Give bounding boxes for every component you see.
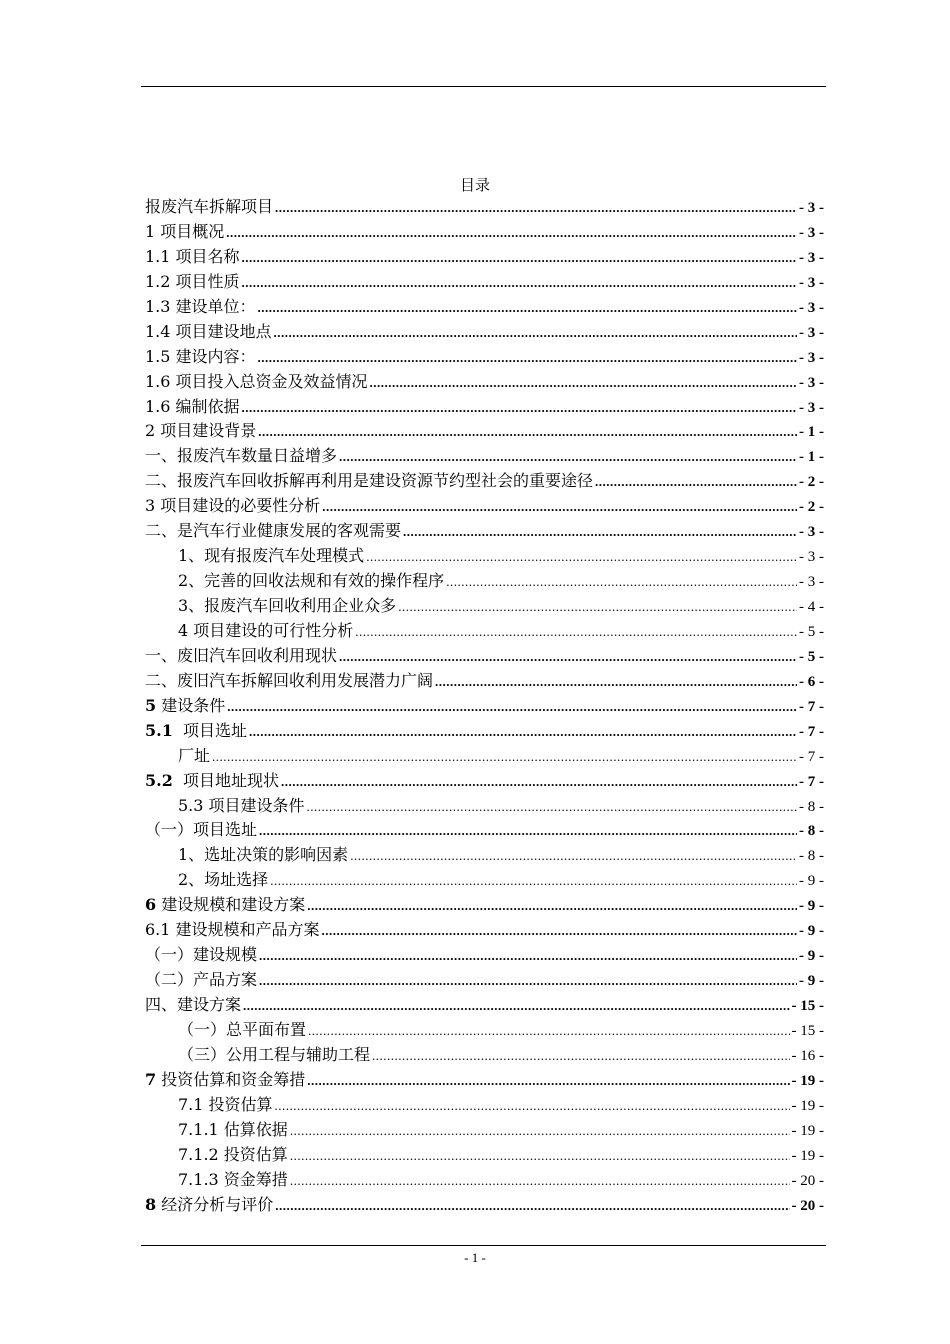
toc-dot-leader bbox=[259, 819, 797, 843]
toc-entry[interactable] bbox=[145, 1143, 824, 1168]
toc-entry[interactable] bbox=[145, 1018, 824, 1043]
toc-entry-page: - 3 - bbox=[799, 549, 824, 566]
toc-entry-label bbox=[178, 744, 210, 769]
toc-entry[interactable] bbox=[145, 444, 824, 469]
toc-entry[interactable] bbox=[145, 270, 824, 295]
toc-dot-leader bbox=[290, 1169, 790, 1193]
toc-entry[interactable] bbox=[145, 469, 824, 494]
toc-entry-label bbox=[145, 320, 272, 345]
toc-entry[interactable] bbox=[145, 893, 824, 918]
toc-entry[interactable] bbox=[145, 993, 824, 1018]
toc-entry[interactable] bbox=[145, 320, 824, 345]
toc-dot-leader bbox=[355, 620, 797, 644]
table-of-contents bbox=[145, 195, 824, 1217]
toc-entry-text: 建设条件 bbox=[156, 695, 226, 715]
toc-entry-label bbox=[145, 494, 320, 519]
toc-entry-text: 2、场址选择 bbox=[178, 870, 269, 890]
toc-entry-label bbox=[178, 1043, 370, 1068]
toc-entry-label bbox=[145, 295, 256, 320]
toc-entry-text: （一）建设规模 bbox=[145, 945, 258, 965]
toc-entry-page: - 3 - bbox=[799, 574, 824, 591]
toc-entry-label bbox=[178, 1018, 306, 1043]
toc-dot-leader bbox=[435, 670, 797, 694]
toc-entry[interactable] bbox=[145, 519, 824, 544]
toc-dot-leader bbox=[249, 720, 797, 744]
toc-dot-leader bbox=[308, 1019, 789, 1043]
toc-entry-text: 经济分析与评价 bbox=[156, 1194, 274, 1214]
toc-entry-text: 7.1 投资估算 bbox=[178, 1094, 273, 1114]
toc-entry-page: - 8 - bbox=[799, 823, 824, 840]
toc-entry[interactable] bbox=[145, 1168, 824, 1193]
toc-dot-leader bbox=[446, 570, 797, 594]
toc-entry-page: - 3 - bbox=[799, 399, 824, 416]
toc-entry-text: 1、现有报废汽车处理模式 bbox=[178, 546, 365, 566]
toc-dot-leader bbox=[259, 944, 797, 968]
toc-entry-text: 1.2 项目性质 bbox=[145, 271, 240, 291]
toc-entry-label bbox=[178, 868, 268, 893]
toc-entry-text: 1.1 项目名称 bbox=[145, 246, 240, 266]
toc-entry-text: 7.1.1 估算依据 bbox=[178, 1119, 288, 1139]
toc-entry-label bbox=[178, 544, 364, 569]
toc-entry-page: - 2 - bbox=[799, 474, 824, 491]
toc-entry-label bbox=[145, 993, 241, 1018]
toc-entry-page: - 3 - bbox=[799, 274, 824, 291]
toc-dot-leader bbox=[275, 1194, 789, 1218]
toc-entry[interactable] bbox=[145, 220, 824, 245]
toc-entry[interactable] bbox=[145, 195, 824, 220]
toc-entry-label bbox=[178, 619, 353, 644]
toc-entry-label bbox=[178, 1093, 273, 1118]
toc-entry-label bbox=[145, 469, 593, 494]
toc-title: 目录 bbox=[459, 176, 490, 194]
toc-entry-number: 7 bbox=[145, 1069, 157, 1089]
toc-entry[interactable] bbox=[145, 395, 824, 420]
toc-entry-text: 4 项目建设的可行性分析 bbox=[178, 620, 354, 640]
toc-entry[interactable] bbox=[145, 245, 824, 270]
toc-entry[interactable] bbox=[145, 1193, 824, 1218]
toc-entry[interactable] bbox=[145, 669, 824, 694]
toc-entry-text: 四、建设方案 bbox=[145, 995, 242, 1014]
toc-entry[interactable] bbox=[145, 843, 824, 868]
toc-entry-text: 3 项目建设的必要性分析 bbox=[145, 496, 321, 516]
toc-entry-page: - 1 - bbox=[799, 424, 824, 441]
toc-entry-page: - 9 - bbox=[799, 973, 824, 990]
toc-entry-text: 2 项目建设背景 bbox=[145, 421, 257, 441]
toc-entry-label bbox=[145, 893, 305, 918]
toc-entry-page: - 7 - bbox=[799, 748, 824, 765]
toc-entry-page: - 19 - bbox=[791, 1097, 824, 1114]
toc-entry-text: 项目地址现状 bbox=[172, 770, 280, 790]
toc-dot-leader bbox=[275, 196, 797, 220]
toc-entry-label bbox=[178, 843, 348, 868]
toc-entry-label bbox=[178, 1168, 288, 1193]
toc-entry-text: 一、报废汽车数量日益增多 bbox=[145, 446, 338, 466]
toc-entry[interactable] bbox=[145, 345, 824, 370]
toc-entry-number: 6 bbox=[145, 895, 157, 915]
toc-entry-page: - 2 - bbox=[799, 499, 824, 516]
toc-entry-label bbox=[178, 594, 396, 619]
toc-entry[interactable] bbox=[145, 918, 824, 943]
toc-dot-leader bbox=[259, 969, 797, 993]
toc-entry-page: - 4 - bbox=[799, 599, 824, 615]
toc-entry-page: - 16 - bbox=[791, 1047, 824, 1064]
toc-dot-leader bbox=[595, 470, 797, 494]
toc-entry-label bbox=[145, 245, 240, 270]
toc-entry-text: 2、完善的回收法规和有效的操作程序 bbox=[178, 571, 445, 591]
toc-entry-page: - 19 - bbox=[791, 1122, 824, 1139]
toc-entry-text: 建设规模和建设方案 bbox=[156, 895, 306, 915]
toc-entry[interactable] bbox=[145, 1118, 824, 1143]
toc-entry-page: - 5 - bbox=[799, 648, 824, 665]
toc-entry-label bbox=[145, 669, 433, 694]
toc-entry-page: - 3 - bbox=[799, 349, 824, 366]
toc-entry-text: 项目选址 bbox=[172, 720, 248, 740]
toc-entry[interactable] bbox=[145, 1043, 824, 1068]
toc-entry[interactable] bbox=[145, 370, 824, 395]
toc-dot-leader bbox=[242, 271, 797, 295]
toc-entry-page: - 9 - bbox=[799, 873, 824, 890]
toc-entry-label bbox=[145, 968, 257, 993]
toc-entry[interactable] bbox=[145, 1068, 824, 1093]
toc-dot-leader bbox=[275, 1094, 790, 1118]
toc-entry[interactable] bbox=[145, 419, 824, 444]
toc-entry-page: - 3 - bbox=[799, 524, 824, 541]
toc-entry-page: - 7 - bbox=[799, 723, 824, 740]
toc-entry-label bbox=[145, 519, 401, 544]
toc-entry-page: - 3 - bbox=[799, 249, 824, 266]
toc-entry-label bbox=[145, 818, 257, 843]
toc-entry-label bbox=[145, 644, 337, 669]
toc-entry-text: 7.1.2 投资估算 bbox=[178, 1144, 288, 1164]
toc-entry-text: 1、选址决策的影响因素 bbox=[178, 845, 349, 865]
toc-dot-leader bbox=[258, 420, 797, 444]
toc-entry-number: 5.1 bbox=[145, 720, 173, 740]
toc-entry-label bbox=[145, 345, 256, 370]
toc-entry-text: 二、是汽车行业健康发展的客观需要 bbox=[145, 521, 402, 541]
toc-entry[interactable] bbox=[145, 494, 824, 519]
toc-entry-label bbox=[178, 569, 444, 594]
toc-dot-leader bbox=[242, 396, 797, 420]
toc-entry-text: 投资估算和资金筹措 bbox=[156, 1069, 306, 1089]
toc-entry-number: 5.2 bbox=[145, 770, 173, 790]
toc-dot-leader bbox=[227, 695, 797, 719]
toc-dot-leader bbox=[372, 1044, 789, 1068]
toc-entry-label bbox=[145, 419, 256, 444]
toc-entry-text: （一）总平面布置 bbox=[178, 1019, 307, 1039]
toc-entry-label bbox=[145, 1068, 305, 1093]
toc-dot-leader bbox=[274, 321, 797, 345]
toc-entry[interactable] bbox=[145, 694, 824, 719]
toc-entry-label bbox=[145, 270, 240, 295]
toc-entry-text: 一、废旧汽车回收利用现状 bbox=[145, 645, 338, 665]
toc-entry-page: - 19 - bbox=[791, 1147, 824, 1164]
toc-dot-leader bbox=[307, 894, 797, 918]
toc-entry-page: - 20 - bbox=[791, 1197, 824, 1214]
toc-dot-leader bbox=[403, 520, 797, 544]
footer-rule bbox=[141, 1245, 826, 1246]
toc-entry[interactable] bbox=[145, 943, 824, 968]
toc-entry[interactable] bbox=[145, 594, 824, 619]
toc-entry-text: 二、报废汽车回收拆解再利用是建设资源节约型社会的重要途径 bbox=[145, 471, 594, 491]
toc-entry-page: - 9 - bbox=[799, 948, 824, 965]
toc-dot-leader bbox=[242, 246, 797, 270]
toc-dot-leader bbox=[322, 919, 797, 943]
toc-entry-number: 8 bbox=[145, 1194, 157, 1214]
toc-entry-text: 1.6 项目投入总资金及效益情况 bbox=[145, 371, 368, 391]
toc-dot-leader bbox=[290, 1144, 790, 1168]
toc-entry-page: - 9 - bbox=[799, 923, 824, 940]
toc-entry-page: - 6 - bbox=[799, 673, 824, 690]
toc-entry-text: 1.3 建设单位： bbox=[145, 296, 256, 316]
toc-entry-text: （二）产品方案 bbox=[145, 970, 258, 990]
toc-dot-leader bbox=[226, 221, 797, 245]
header-rule bbox=[141, 86, 826, 87]
toc-entry-page: - 15 - bbox=[791, 998, 824, 1014]
toc-entry-page: - 3 - bbox=[799, 299, 824, 316]
toc-entry-text: 二、废旧汽车拆解回收利用发展潜力广阔 bbox=[145, 670, 434, 690]
toc-entry-text: 报废汽车拆解项目 bbox=[145, 197, 274, 216]
toc-entry-page: - 7 - bbox=[799, 698, 824, 715]
toc-entry-label bbox=[145, 370, 368, 395]
toc-entry-label bbox=[145, 694, 225, 719]
toc-entry-page: - 5 - bbox=[799, 623, 824, 640]
toc-entry[interactable] bbox=[145, 769, 824, 794]
toc-entry[interactable] bbox=[145, 1093, 824, 1118]
toc-entry[interactable] bbox=[145, 544, 824, 569]
toc-entry[interactable] bbox=[145, 719, 824, 744]
toc-entry-label bbox=[145, 943, 257, 968]
toc-dot-leader bbox=[339, 445, 797, 469]
toc-entry-page: - 3 - bbox=[799, 374, 824, 391]
toc-entry-label bbox=[145, 220, 224, 245]
toc-dot-leader bbox=[281, 770, 797, 794]
toc-dot-leader bbox=[307, 1069, 789, 1093]
toc-entry-text: 厂址 bbox=[178, 745, 211, 765]
toc-entry-text: 1 项目概况 bbox=[145, 221, 225, 241]
toc-entry-page: - 19 - bbox=[791, 1072, 824, 1089]
page-number: - 1 - bbox=[464, 1250, 486, 1265]
toc-dot-leader bbox=[370, 371, 797, 395]
toc-dot-leader bbox=[290, 1119, 790, 1143]
toc-entry-page: - 7 - bbox=[799, 773, 824, 790]
toc-entry-label bbox=[178, 1143, 288, 1168]
toc-entry-text: （三）公用工程与辅助工程 bbox=[178, 1044, 371, 1064]
toc-dot-leader bbox=[243, 994, 789, 1018]
toc-entry-text: 1.4 项目建设地点 bbox=[145, 321, 272, 341]
toc-entry-page: - 3 - bbox=[799, 224, 824, 241]
toc-dot-leader bbox=[350, 844, 797, 868]
toc-entry-page: - 1 - bbox=[799, 449, 824, 466]
toc-entry-page: - 3 - bbox=[799, 324, 824, 341]
toc-entry-text: 7.1.3 资金筹措 bbox=[178, 1169, 288, 1189]
toc-entry-label bbox=[145, 395, 240, 420]
toc-entry[interactable] bbox=[145, 569, 824, 594]
toc-entry[interactable] bbox=[145, 794, 824, 819]
toc-entry-label bbox=[145, 444, 337, 469]
toc-entry-label bbox=[178, 1118, 288, 1143]
toc-entry[interactable] bbox=[145, 868, 824, 893]
toc-entry-label bbox=[178, 794, 305, 819]
toc-dot-leader bbox=[258, 346, 797, 370]
toc-entry-page: - 20 - bbox=[791, 1172, 824, 1189]
toc-entry-text: 1.5 建设内容： bbox=[145, 346, 256, 366]
toc-entry-page: - 15 - bbox=[791, 1022, 824, 1039]
toc-entry-text: 3、报废汽车回收利用企业众多 bbox=[178, 596, 397, 615]
toc-entry-label bbox=[145, 195, 273, 220]
toc-entry[interactable] bbox=[145, 818, 824, 843]
toc-entry-text: （一）项目选址 bbox=[145, 820, 258, 840]
toc-entry-label bbox=[145, 1193, 273, 1218]
toc-entry[interactable] bbox=[145, 968, 824, 993]
toc-dot-leader bbox=[366, 545, 797, 569]
toc-dot-leader bbox=[258, 296, 797, 320]
toc-entry-page: - 3 - bbox=[799, 200, 824, 216]
toc-entry[interactable] bbox=[145, 644, 824, 669]
toc-dot-leader bbox=[307, 795, 797, 819]
toc-entry[interactable] bbox=[145, 295, 824, 320]
toc-dot-leader bbox=[398, 595, 797, 619]
toc-entry-text: 5.3 项目建设条件 bbox=[178, 795, 305, 815]
toc-entry-number: 5 bbox=[145, 695, 157, 715]
toc-entry-text: 6.1 建设规模和产品方案 bbox=[145, 920, 320, 940]
toc-entry-label bbox=[145, 719, 247, 744]
toc-entry-page: - 8 - bbox=[799, 848, 824, 865]
toc-entry-text: 1.6 编制依据 bbox=[145, 396, 240, 416]
toc-dot-leader bbox=[339, 645, 797, 669]
toc-entry[interactable] bbox=[145, 744, 824, 769]
toc-dot-leader bbox=[212, 745, 797, 769]
toc-entry-label bbox=[145, 918, 320, 943]
toc-entry[interactable] bbox=[145, 619, 824, 644]
toc-dot-leader bbox=[322, 495, 797, 519]
toc-entry-label bbox=[145, 769, 279, 794]
toc-entry-page: - 8 - bbox=[799, 798, 824, 815]
toc-entry-page: - 9 - bbox=[799, 898, 824, 915]
toc-dot-leader bbox=[270, 869, 797, 893]
